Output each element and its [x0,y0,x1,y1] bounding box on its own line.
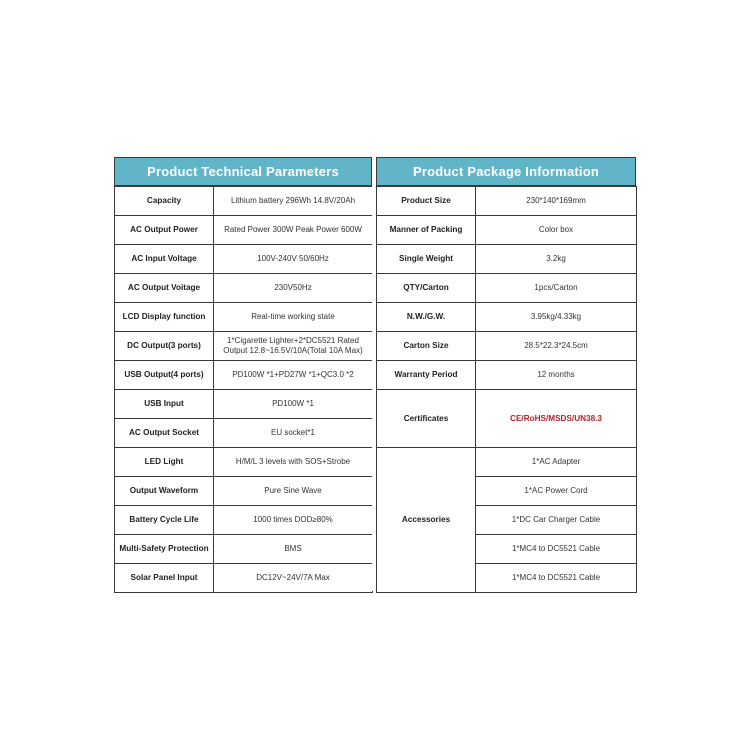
row-value: Pure Sine Wave [214,477,373,506]
table-row [377,303,637,332]
row-label: Manner of Packing [377,216,476,245]
accessories-label: Accessories [377,448,476,593]
row-value: 1*Cigarette Lighter+2*DC5521 Rated Output 12.8~16.5V/10A(Total 10A Max) [214,332,373,361]
row-value: 230*140*169mm [476,187,637,216]
row-label: Product Size [377,187,476,216]
row-label: Battery Cycle Life [115,506,214,535]
row-label: Carton Size [377,332,476,361]
table-row [115,535,373,564]
row-value: 1000 times DOD≥80% [214,506,373,535]
certificates-row [377,390,637,448]
technical-parameters-title: Product Technical Parameters [114,157,372,186]
table-row [115,332,373,361]
table-row [115,216,373,245]
table-row [377,274,637,303]
table-row [115,564,373,593]
row-value: PD100W *1+PD27W *1+QC3.0 *2 [214,361,373,390]
row-label: Capacity [115,187,214,216]
row-label: Multi-Safety Protection [115,535,214,564]
technical-parameters-table [114,186,373,593]
row-value: BMS [214,535,373,564]
table-row [115,448,373,477]
row-label: USB Input [115,390,214,419]
row-label: QTY/Carton [377,274,476,303]
row-value: DC12V~24V/7A Max [214,564,373,593]
row-label: AC Input Voltage [115,245,214,274]
row-value: Lithium battery 296Wh 14.8V/20Ah [214,187,373,216]
table-row [115,245,373,274]
accessory-item: 1*MC4 to DC5521 Cable [476,564,637,593]
row-label: N.W./G.W. [377,303,476,332]
certificates-label: Certificates [377,390,476,448]
table-row [377,332,637,361]
row-value: 1pcs/Carton [476,274,637,303]
table-row [115,390,373,419]
package-information-table [376,186,637,593]
table-row [377,187,637,216]
row-label: LED Light [115,448,214,477]
accessories-row [377,448,637,477]
table-row [115,361,373,390]
row-label: DC Output(3 ports) [115,332,214,361]
row-value: Real-time working state [214,303,373,332]
accessory-item: 1*MC4 to DC5521 Cable [476,535,637,564]
row-label: Single Weight [377,245,476,274]
certificates-value: CE/RoHS/MSDS/UN38.3 [476,390,637,448]
table-row [115,303,373,332]
table-row [115,274,373,303]
row-value: PD100W *1 [214,390,373,419]
table-row [115,419,373,448]
row-value: Rated Power 300W Peak Power 600W [214,216,373,245]
row-label: Output Waveform [115,477,214,506]
spec-sheet [114,157,636,591]
table-row [115,477,373,506]
row-value: 3.95kg/4.33kg [476,303,637,332]
row-value: 28.5*22.3*24.5cm [476,332,637,361]
row-value: 230V50Hz [214,274,373,303]
table-row [377,216,637,245]
accessory-item: 1*AC Adapter [476,448,637,477]
row-label: LCD Display function [115,303,214,332]
row-label: Warranty Period [377,361,476,390]
row-value: EU socket*1 [214,419,373,448]
accessory-item: 1*DC Car Charger Cable [476,506,637,535]
row-label: AC Output Power [115,216,214,245]
row-value: 100V-240V 50/60Hz [214,245,373,274]
package-information-panel [376,157,636,593]
row-value: 12 months [476,361,637,390]
accessory-item: 1*AC Power Cord [476,477,637,506]
row-label: Solar Panel Input [115,564,214,593]
row-label: USB Output(4 ports) [115,361,214,390]
table-row [377,245,637,274]
package-information-title: Product Package Information [376,157,636,186]
table-row [115,506,373,535]
technical-parameters-panel [114,157,372,593]
table-row [115,187,373,216]
table-row [377,361,637,390]
row-value: 3.2kg [476,245,637,274]
row-value: H/M/L 3 levels with SOS+Strobe [214,448,373,477]
row-label: AC Output Voitage [115,274,214,303]
row-label: AC Output Socket [115,419,214,448]
row-value: Color box [476,216,637,245]
